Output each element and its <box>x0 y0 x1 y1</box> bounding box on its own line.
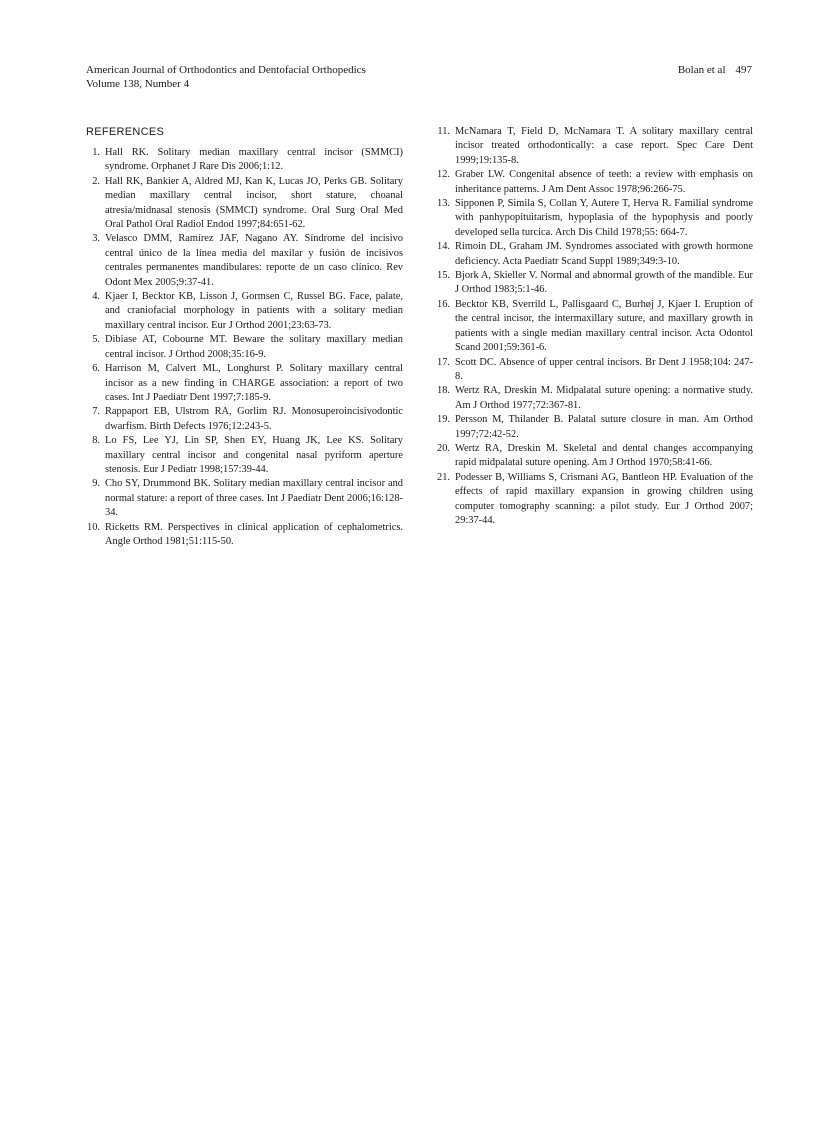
reference-number: 16. <box>437 298 450 310</box>
reference-text: Wertz RA, Dreskin M. Midpalatal suture opening: a normative study. Am J Orthod 1977;72:367-81. <box>455 385 753 411</box>
reference-item <box>431 413 753 442</box>
running-authors: Bolan et al <box>677 64 726 76</box>
reference-item <box>431 442 753 471</box>
reference-text: Persson M, Thilander B. Palatal suture closure in man. Am Orthod 1997;72:42-52. <box>455 414 753 440</box>
reference-text: Harrison M, Calvert ML, Longhurst P. Solitary maxillary central incisor as a new finding in CHARGE association: a report of two cases. Int J Paediatr Dent 1997;7:185-9. <box>105 363 403 403</box>
reference-item <box>431 168 753 197</box>
reference-item <box>431 471 753 529</box>
reference-list-left <box>86 146 403 549</box>
reference-text: Hall RK. Solitary median maxillary central incisor (SMMCI) syndrome. Orphanet J Rare Dis 2006;1:12. <box>105 147 403 173</box>
reference-item <box>86 146 403 175</box>
reference-number: 20. <box>437 442 450 454</box>
reference-text: Hall RK, Bankier A, Aldred MJ, Kan K, Lucas JO, Perks GB. Solitary median maxillary central incisor, short stature, choanal atresia/midnasal stenosis (SMMCI) syndrome. Oral Surg Oral Med Oral Pathol Oral Radiol Endod 1997;84:651-62. <box>105 175 403 231</box>
reference-item <box>431 298 753 356</box>
references-column-right <box>431 125 753 528</box>
reference-item <box>86 521 403 550</box>
reference-item <box>431 269 753 298</box>
reference-text: McNamara T, Field D, McNamara T. A solitary maxillary central incisor treated orthodontically: a case report. Spec Care Dent 1999;19:135-8. <box>455 126 753 166</box>
reference-number: 13. <box>437 198 450 210</box>
references-column-left <box>86 125 403 549</box>
reference-number: 4. <box>92 291 100 303</box>
reference-number: 17. <box>437 356 450 368</box>
reference-item <box>86 333 403 362</box>
reference-item <box>86 362 403 405</box>
journal-volume: Volume 138, Number 4 <box>86 78 190 90</box>
reference-number: 15. <box>437 270 450 282</box>
reference-item <box>86 405 403 434</box>
reference-text: Dibiase AT, Cobourne MT. Beware the solitary maxillary median central incisor. J Orthod 2008;35:16-9. <box>105 334 403 360</box>
reference-text: Podesser B, Williams S, Crismani AG, Bantleon HP. Evaluation of the effects of rapid maxillary expansion in growing children using computer tomography scanning: a pilot study. Eur J Orthod 2007; 29:37-44. <box>455 471 753 526</box>
journal-title: American Journal of Orthodontics and Dentofacial Orthopedics <box>86 64 366 76</box>
running-header-right <box>678 63 752 77</box>
reference-text: Lo FS, Lee YJ, Lin SP, Shen EY, Huang JK, Lee KS. Solitary maxillary central incisor and congenital nasal pyriform aperture stenosis. Eur J Pediatr 1998;157:39-44. <box>105 435 403 475</box>
reference-text: Ricketts RM. Perspectives in clinical application of cephalometrics. Angle Orthod 1981;51:115-50. <box>105 521 403 547</box>
reference-item <box>431 240 753 269</box>
reference-text: Velasco DMM, Ramírez JAF, Nagano AY. Síndrome del incisivo central único de la línea media del maxilar y fusión de incisivos centrales permanentes mandibulares: reporte de un caso clínico. Rev Odont Mex 2005;9:37-41. <box>105 233 403 288</box>
reference-text: Kjaer I, Becktor KB, Lisson J, Gormsen C, Russel BG. Face, palate, and craniofacial morphology in patients with a solitary median maxillary central incisor. Eur J Orthod 2001;23:63-73. <box>105 291 403 331</box>
reference-number: 7. <box>92 406 100 418</box>
reference-item <box>431 356 753 385</box>
reference-number: 18. <box>437 385 450 397</box>
reference-number: 21. <box>437 471 450 483</box>
reference-text: Bjork A, Skieller V. Normal and abnormal growth of the mandible. Eur J Orthod 1983;5:1-46. <box>455 270 753 296</box>
reference-text: Cho SY, Drummond BK. Solitary median maxillary central incisor and normal stature: a report of three cases. Int J Paediatr Dent 2006;16:128-34. <box>105 478 403 519</box>
reference-number: 3. <box>92 233 100 245</box>
reference-text: Graber LW. Congenital absence of teeth: a review with emphasis on inheritance patterns. J Am Dent Assoc 1978;96:266-75. <box>455 169 753 195</box>
reference-number: 10. <box>87 521 100 533</box>
reference-item <box>86 232 403 290</box>
reference-text: Sipponen P, Simila S, Collan Y, Autere T, Herva R. Familial syndrome with panhypopituitarism, hypoplasia of the hypophysis and poorly developed sella turcica. Arch Dis Child 1978;55: 664-7. <box>455 198 753 238</box>
running-header-left <box>86 63 366 91</box>
reference-item <box>431 125 753 168</box>
reference-text: Rimoin DL, Graham JM. Syndromes associated with growth hormone deficiency. Acta Paediatr Scand Suppl 1989;349:3-10. <box>455 241 753 267</box>
reference-number: 19. <box>437 414 450 426</box>
reference-number: 5. <box>92 334 100 346</box>
reference-item <box>86 175 403 233</box>
reference-item <box>86 477 403 520</box>
reference-number: 2. <box>92 175 100 187</box>
references-heading: REFERENCES <box>86 126 165 138</box>
reference-number: 12. <box>437 169 450 181</box>
reference-number: 9. <box>92 478 100 490</box>
page-number: 497 <box>735 64 752 76</box>
reference-number: 1. <box>92 147 100 158</box>
reference-number: 14. <box>437 241 450 253</box>
reference-item <box>86 290 403 333</box>
reference-list-right <box>431 125 753 528</box>
reference-number: 8. <box>92 435 100 447</box>
reference-item <box>86 434 403 477</box>
reference-number: 11. <box>437 126 450 137</box>
reference-text: Becktor KB, Sverrild L, Pallisgaard C, Burhøj J, Kjaer I. Eruption of the central incisor, the intermaxillary suture, and maxillary growth in patients with a single median maxillary central incisor. Acta Odontol Scand 2001;59:361-6. <box>455 298 753 354</box>
reference-text: Rappaport EB, Ulstrom RA, Gorlim RJ. Monosuperoincisivodontic dwarfism. Birth Defects 1976;12:243-5. <box>105 406 403 432</box>
reference-item <box>431 384 753 413</box>
reference-text: Wertz RA, Dreskin M. Skeletal and dental changes accompanying rapid midpalatal suture opening. Am J Orthod 1970;58:41-66. <box>455 442 753 469</box>
reference-number: 6. <box>92 363 100 375</box>
reference-text: Scott DC. Absence of upper central incisors. Br Dent J 1958;104: 247-8. <box>455 356 753 382</box>
reference-item <box>431 197 753 240</box>
